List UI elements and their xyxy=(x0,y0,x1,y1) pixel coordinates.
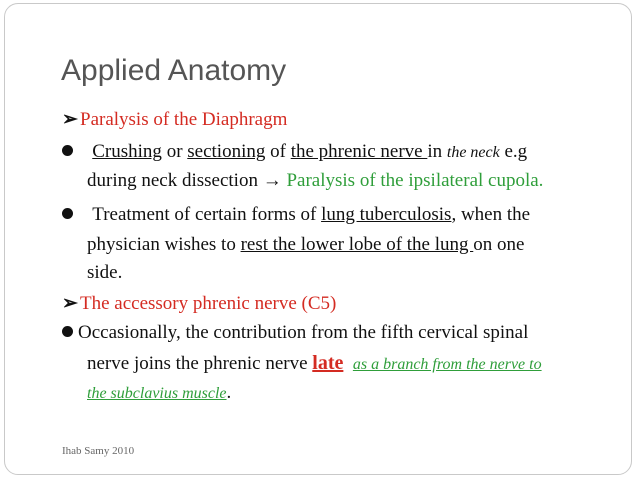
bullet-treatment xyxy=(62,203,530,227)
bullet-text: The accessory phrenic nerve (C5) xyxy=(80,293,337,314)
text-fragment: or xyxy=(161,141,188,162)
phrenic-nerve-text: the phrenic nerve xyxy=(290,141,428,162)
text-fragment: , when the xyxy=(451,204,531,225)
subclavius-text: the subclavius muscle xyxy=(87,385,227,402)
text-fragment: during neck dissection xyxy=(87,170,263,191)
filled-circle-bullet-icon xyxy=(62,208,73,219)
result-text: Paralysis of the ipsilateral cupola. xyxy=(281,170,544,191)
bullet-treatment-line3: side. xyxy=(87,262,123,283)
bullet-treatment-line2 xyxy=(87,233,524,257)
bullet-occasionally xyxy=(62,321,528,345)
text-fragment: of xyxy=(265,141,291,162)
branch-text: as a branch from the nerve to xyxy=(352,356,542,373)
text-fragment: on one xyxy=(473,234,525,255)
tuberculosis-text: lung tuberculosis xyxy=(321,204,452,225)
text-fragment: in xyxy=(427,141,447,162)
text-fragment: Occasionally, the contribution from the fifth cervical spinal xyxy=(78,322,529,343)
bullet-accessory xyxy=(62,292,336,316)
text-fragment: Treatment of certain forms of xyxy=(92,204,322,225)
text-fragment: nerve joins the phrenic nerve xyxy=(87,353,313,374)
text-fragment: physician wishes to xyxy=(87,234,241,255)
right-arrow-icon: → xyxy=(262,170,282,191)
filled-circle-bullet-icon xyxy=(62,326,73,337)
bullet-crushing-line2 xyxy=(87,169,543,193)
crushing-text: Crushing xyxy=(92,141,162,162)
bullet-occasionally-line3 xyxy=(87,381,231,405)
text-fragment: . xyxy=(226,382,232,403)
sectioning-text: sectioning xyxy=(187,141,266,162)
late-text: late xyxy=(312,352,344,374)
text-fragment: e.g xyxy=(499,141,528,162)
bullet-paralysis xyxy=(62,108,287,132)
arrow-bullet-icon: ➢ xyxy=(62,109,78,130)
slide-title: Applied Anatomy xyxy=(61,54,287,87)
bullet-occasionally-line2 xyxy=(87,351,542,375)
neck-text: the neck xyxy=(446,144,500,161)
filled-circle-bullet-icon xyxy=(62,145,73,156)
slide-footer: Ihab Samy 2010 xyxy=(62,445,135,457)
rest-lobe-text: rest the lower lobe of the lung xyxy=(240,234,474,255)
bullet-text: Paralysis of the Diaphragm xyxy=(80,109,288,130)
bullet-crushing xyxy=(62,140,527,164)
arrow-bullet-icon: ➢ xyxy=(62,293,78,314)
